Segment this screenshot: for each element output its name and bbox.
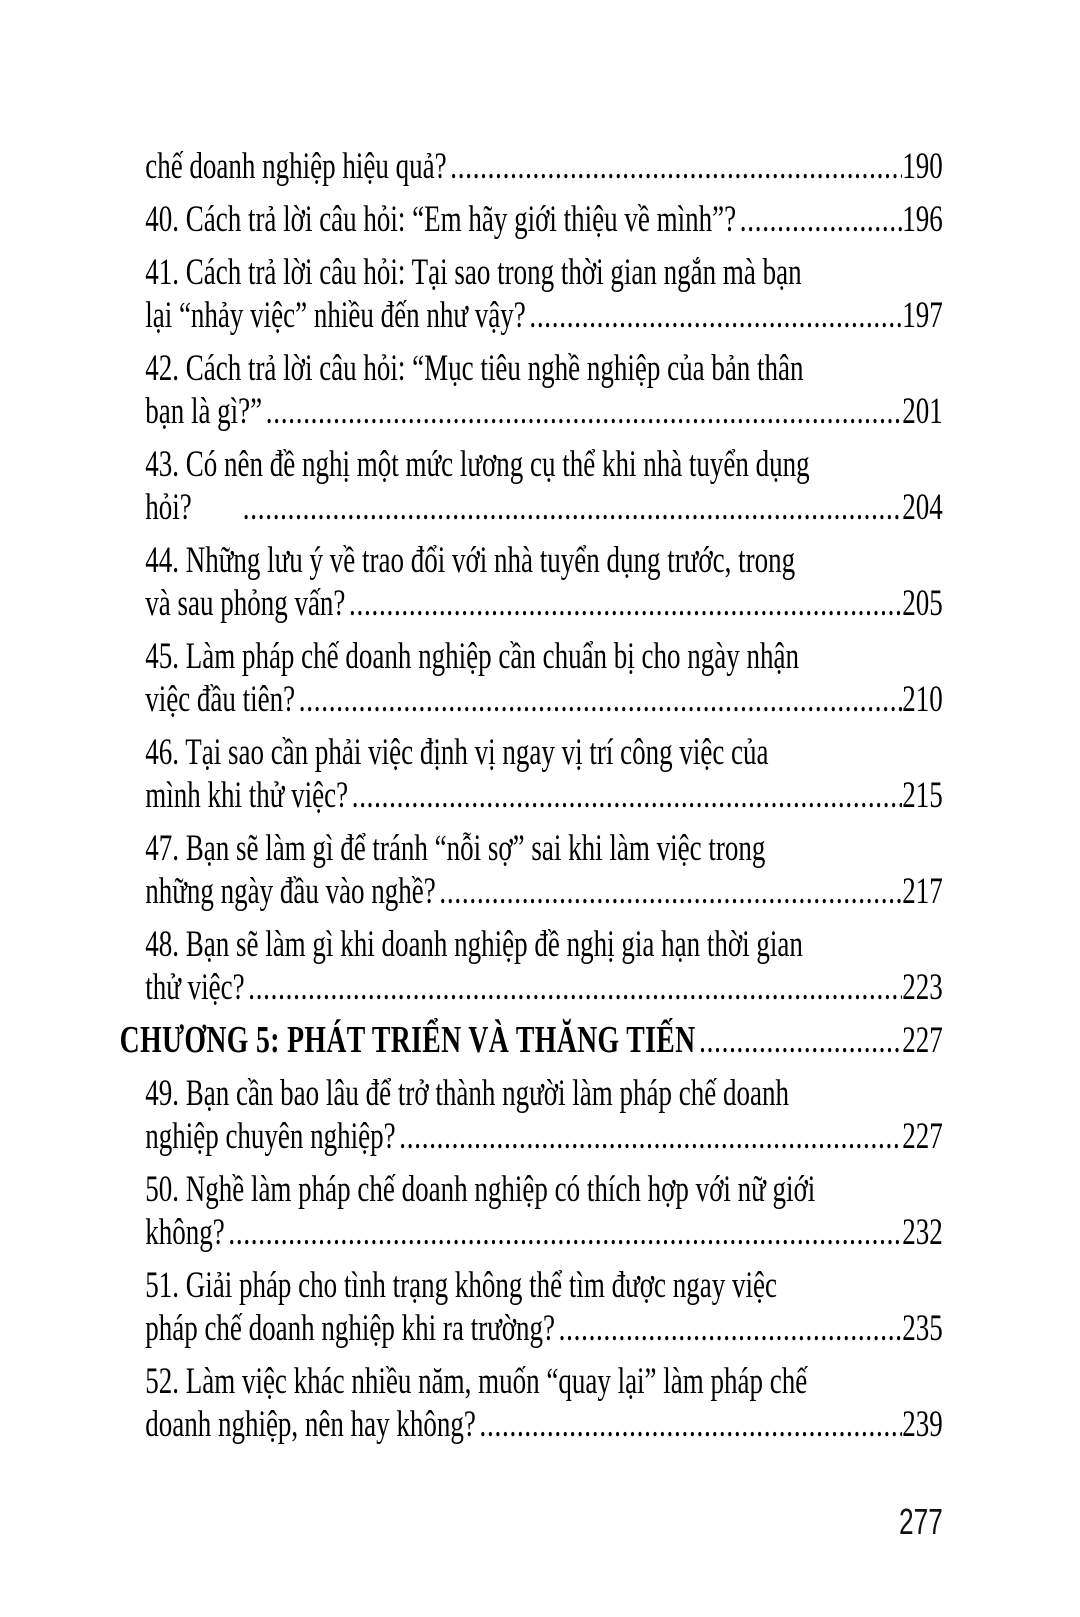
toc-page-number: 210 — [902, 679, 943, 720]
dot-leader — [399, 1115, 901, 1158]
toc-entry-text: pháp chế doanh nghiệp khi ra trường? — [145, 1308, 556, 1349]
toc-entry — [145, 827, 943, 913]
toc-entry-text: 47. Bạn sẽ làm gì để tránh “nỗi sợ” sai khi làm việc trong — [145, 828, 766, 869]
toc-entry-line — [145, 251, 943, 294]
toc-entry-text: CHƯƠNG 5: PHÁT TRIỂN VÀ THĂNG TIẾN — [119, 1019, 696, 1061]
toc-page-number: 205 — [902, 583, 943, 624]
dot-leader — [299, 678, 902, 721]
toc-entry — [145, 635, 943, 721]
toc-entry-text: 46. Tại sao cần phải việc định vị ngay vị trí công việc của — [145, 732, 769, 773]
toc-entry-line — [145, 390, 943, 433]
toc-entry — [145, 1264, 943, 1350]
toc-entry-text: và sau phỏng vấn? — [145, 583, 346, 624]
toc-entry-line — [145, 582, 943, 625]
toc-entry — [145, 251, 943, 337]
toc-entry-text: những ngày đầu vào nghề? — [145, 871, 436, 912]
toc-page-number: 190 — [902, 146, 943, 187]
toc-entry-line — [145, 827, 943, 870]
toc-page-number: 223 — [902, 967, 943, 1008]
toc-entry-text: hỏi? — [145, 487, 192, 528]
toc-entry-line — [145, 486, 943, 529]
toc-entry-text: 50. Nghề làm pháp chế doanh nghiệp có thích hợp với nữ giới — [145, 1169, 816, 1210]
dot-leader — [740, 198, 902, 241]
toc-entry — [145, 1360, 943, 1446]
toc-entry-text: 49. Bạn cần bao lâu để trở thành người làm pháp chế doanh — [145, 1073, 789, 1114]
dot-leader — [699, 1019, 901, 1062]
toc-entry-line — [145, 731, 943, 774]
toc-entry-text: doanh nghiệp, nên hay không? — [145, 1404, 476, 1445]
toc-page-number: 227 — [902, 1116, 943, 1157]
toc-entry-line — [145, 1307, 943, 1350]
toc-entry — [145, 443, 943, 529]
toc-entry-text: 45. Làm pháp chế doanh nghiệp cần chuẩn bị cho ngày nhận — [145, 636, 800, 677]
toc-entry-text: 51. Giải pháp cho tình trạng không thể tìm được ngay việc — [145, 1265, 777, 1306]
toc-entry-line — [145, 1211, 943, 1254]
toc-entry-text: 52. Làm việc khác nhiều năm, muốn “quay lại” làm pháp chế — [145, 1361, 808, 1402]
dot-leader — [228, 1211, 901, 1254]
toc-page-number: 217 — [902, 871, 943, 912]
toc-entry — [145, 923, 943, 1009]
toc-entry-text: không? — [145, 1212, 225, 1253]
toc-entry-line — [145, 1360, 943, 1403]
toc-entry-text: nghiệp chuyên nghiệp? — [145, 1116, 396, 1157]
toc-entry-text: chế doanh nghiệp hiệu quả? — [145, 146, 447, 187]
toc-entry-line — [145, 678, 943, 721]
toc-entry-line — [145, 294, 943, 337]
toc-entry-text: thử việc? — [145, 967, 245, 1008]
toc-entry-text: 43. Có nên đề nghị một mức lương cụ thể khi nhà tuyển dụng — [145, 444, 810, 485]
toc-entry-line — [145, 923, 943, 966]
toc-entry — [145, 1168, 943, 1254]
page-folio: 277 — [898, 1501, 943, 1542]
toc-entry-line — [145, 1168, 943, 1211]
toc-entry-line — [145, 870, 943, 913]
toc-list — [120, 145, 943, 1446]
toc-entry-line — [145, 635, 943, 678]
dot-leader — [450, 145, 901, 188]
toc-entry-text: 44. Những lưu ý về trao đổi với nhà tuyển dụng trước, trong — [145, 540, 796, 581]
toc-entry-line — [145, 1072, 943, 1115]
toc-entry-text: 40. Cách trả lời câu hỏi: “Em hãy giới thiệu về mình”? — [145, 199, 737, 240]
toc-entry-line — [145, 347, 943, 390]
toc-entry — [145, 347, 943, 433]
dot-leader — [352, 774, 902, 817]
toc-entry — [145, 198, 943, 241]
dot-leader — [248, 966, 901, 1009]
toc-page-number: 235 — [902, 1308, 943, 1349]
toc-entry-line — [145, 1115, 943, 1158]
toc-entry-text: bạn là gì?” — [145, 391, 263, 432]
toc-page-number: 227 — [902, 1020, 943, 1061]
dot-leader — [266, 390, 902, 433]
toc-entry-text: mình khi thử việc? — [145, 775, 349, 816]
dot-leader — [480, 1403, 902, 1446]
toc-entry — [145, 1072, 943, 1158]
toc-page-number: 239 — [902, 1404, 943, 1445]
toc-page-number: 215 — [902, 775, 943, 816]
dot-leader — [243, 486, 902, 529]
toc-entry-line — [120, 1019, 943, 1062]
toc-entry-line — [145, 198, 943, 241]
toc-entry-line — [145, 539, 943, 582]
dot-leader — [559, 1307, 902, 1350]
toc-entry-line — [145, 1264, 943, 1307]
toc-chapter-entry — [120, 1019, 943, 1062]
toc-entry-text: việc đầu tiên? — [145, 679, 296, 720]
dot-leader — [349, 582, 902, 625]
toc-entry — [145, 539, 943, 625]
toc-entry-text: 48. Bạn sẽ làm gì khi doanh nghiệp đề nghị gia hạn thời gian — [145, 924, 803, 965]
toc-entry-line — [145, 1403, 943, 1446]
toc-entry-line — [145, 966, 943, 1009]
toc-page-number: 204 — [902, 487, 943, 528]
toc-entry-text: lại “nhảy việc” nhiều đến như vậy? — [145, 295, 526, 336]
toc-page-number: 196 — [902, 199, 943, 240]
toc-entry — [145, 145, 943, 188]
dot-leader — [439, 870, 901, 913]
toc-entry-text: 42. Cách trả lời câu hỏi: “Mục tiêu nghề nghiệp của bản thân — [145, 348, 804, 389]
toc-entry — [145, 731, 943, 817]
toc-page-number: 201 — [902, 391, 943, 432]
toc-page-number: 232 — [902, 1212, 943, 1253]
toc-page-number: 197 — [902, 295, 943, 336]
toc-entry-line — [145, 443, 943, 486]
dot-leader — [529, 294, 901, 337]
toc-entry-line — [145, 774, 943, 817]
toc-entry-line — [145, 145, 943, 188]
toc-entry-text: 41. Cách trả lời câu hỏi: Tại sao trong thời gian ngắn mà bạn — [145, 252, 802, 293]
